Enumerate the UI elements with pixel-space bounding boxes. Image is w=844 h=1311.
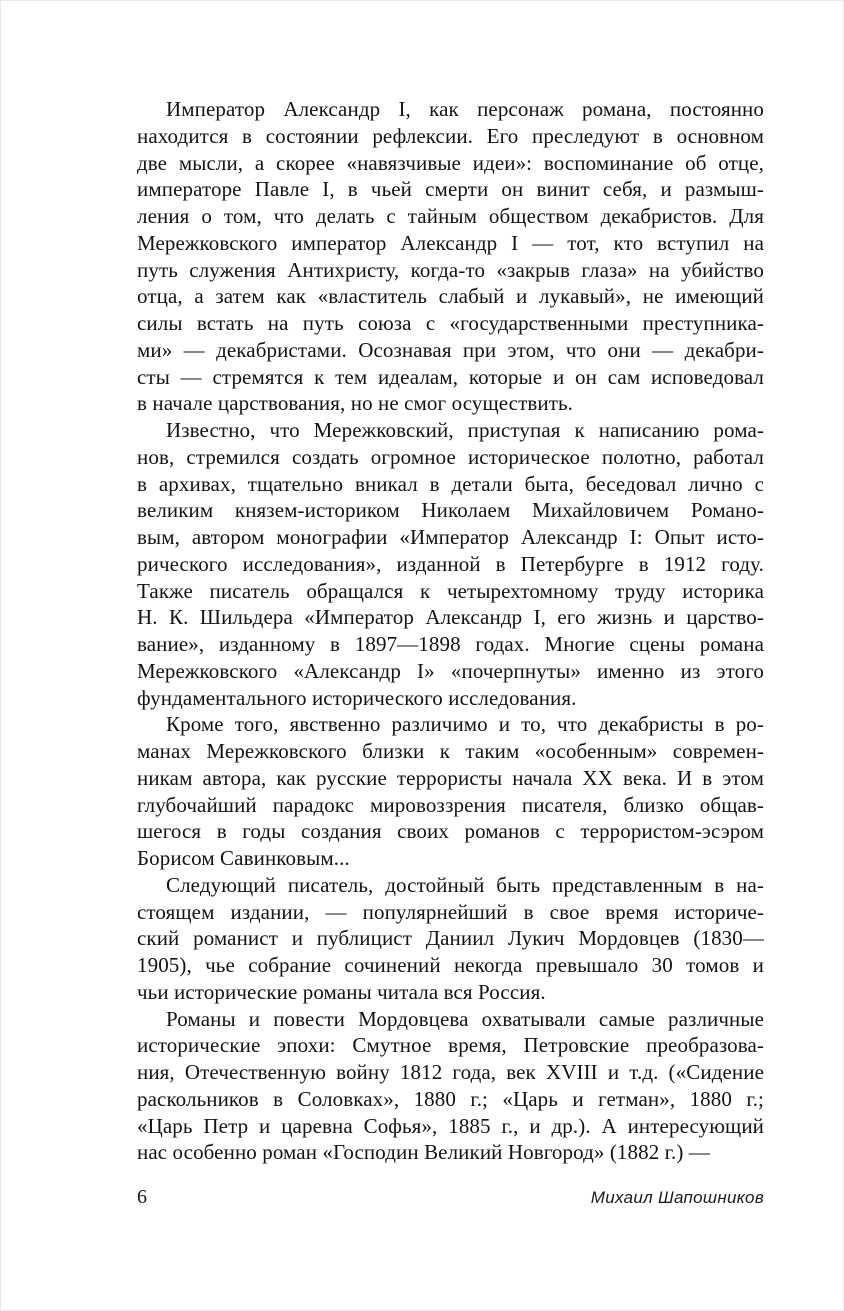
text-line: глубочайший парадокс мировоззрения писателя, близко общав- bbox=[137, 792, 764, 817]
text-line: ми» — декабристами. Осознавая при этом, что они — декабри- bbox=[137, 337, 764, 362]
text-line: великим князем-историком Николаем Михайловичем Романо- bbox=[137, 498, 764, 523]
text-line: фундаментального исторического исследования. bbox=[137, 685, 577, 710]
text-line: ский романист и публицист Даниил Лукич Мордовцев (1830— bbox=[137, 926, 764, 951]
paragraph bbox=[137, 1006, 764, 1167]
text-line: «Царь Петр и царевна Софья», 1885 г., и др.). А интересующий bbox=[137, 1113, 764, 1138]
text-line: вание», изданному в 1897—1898 годах. Многие сцены романа bbox=[137, 632, 764, 656]
text-line: исторические эпохи: Смутное время, Петровские преобразова- bbox=[137, 1033, 764, 1058]
text-line: рического исследования», изданной в Петербурге в 1912 году. bbox=[137, 551, 764, 576]
text-line: находится в состоянии рефлексии. Его преследуют в основном bbox=[137, 123, 764, 148]
text-line: Известно, что Мережковский, приступая к написанию рома- bbox=[166, 418, 764, 442]
paragraph bbox=[137, 872, 764, 1006]
paragraph bbox=[137, 417, 764, 711]
paragraph bbox=[137, 96, 764, 417]
text-line: в архивах, тщательно вникал в детали быта, беседовал лично с bbox=[137, 471, 764, 496]
text-line: в начале царствования, но не смог осуществить. bbox=[137, 391, 574, 416]
text-line: 1905), чье собрание сочинений некогда превышало 30 томов и bbox=[137, 953, 764, 977]
text-line: Следующий писатель, достойный быть представленным в на- bbox=[166, 872, 764, 897]
text-line: стоящем издании, — популярнейший в свое время историче- bbox=[137, 899, 764, 924]
text-line: ления о том, что делать с тайным обществом декабристов. Для bbox=[137, 204, 764, 228]
text-line: ния, Отечественную войну 1812 года, век XVIII и т.д. («Сидение bbox=[137, 1060, 764, 1084]
text-line: сты — стремятся к тем идеалам, которые и он сам исповедовал bbox=[137, 364, 764, 389]
paragraph bbox=[137, 711, 764, 872]
running-footer-author: Михаил Шапошников bbox=[590, 1188, 764, 1207]
text-line: вым, автором монографии «Император Александр I: Опыт исто- bbox=[137, 525, 764, 549]
page-number: 6 bbox=[137, 1186, 147, 1208]
text-line: чьи исторические романы читала вся Россия. bbox=[137, 979, 546, 1004]
text-line: нас особенно роман «Господин Великий Новгород» (1882 г.) — bbox=[137, 1140, 710, 1165]
text-line: Н. К. Шильдера «Император Александр I, его жизнь и царство- bbox=[137, 605, 764, 630]
text-line: отца, а затем как «властитель слабый и лукавый», не имеющий bbox=[137, 284, 764, 309]
text-line: никам автора, как русские террористы начала XX века. И в этом bbox=[137, 765, 764, 790]
text-line: Кроме того, явственно различимо и то, что декабристы в ро- bbox=[166, 712, 764, 737]
footer bbox=[137, 1186, 764, 1209]
text-line: нов, стремился создать огромное историческое полотно, работал bbox=[137, 444, 764, 469]
text-line: императоре Павле I, в чьей смерти он винит себя, и размыш- bbox=[137, 177, 764, 202]
text-line: Император Александр I, как персонаж романа, постоянно bbox=[166, 97, 764, 121]
text-line: манах Мережковского близки к таким «особенным» современ- bbox=[137, 739, 764, 763]
text-line: Борисом Савинковым... bbox=[137, 846, 350, 870]
text-line: силы встать на путь союза с «государственными преступника- bbox=[137, 311, 764, 335]
text-line: путь служения Антихристу, когда-то «закрыв глаза» на убийство bbox=[137, 257, 764, 282]
text-line: две мысли, а скорее «навязчивые идеи»: воспоминание об отце, bbox=[137, 150, 764, 175]
text-line: Мережковского император Александр I — тот, кто вступил на bbox=[137, 230, 764, 255]
text-line: Романы и повести Мордовцева охватывали самые различные bbox=[166, 1006, 764, 1031]
text-line: Также писатель обращался к четырехтомному труду историка bbox=[137, 578, 764, 603]
body-text bbox=[137, 96, 764, 1166]
text-line: раскольников в Соловках», 1880 г.; «Царь и гетман», 1880 г.; bbox=[137, 1086, 764, 1111]
text-line: Мережковского «Александр I» «почерпнуты» именно из этого bbox=[137, 658, 764, 683]
text-line: шегося в годы создания своих романов с террористом-эсэром bbox=[137, 819, 764, 844]
